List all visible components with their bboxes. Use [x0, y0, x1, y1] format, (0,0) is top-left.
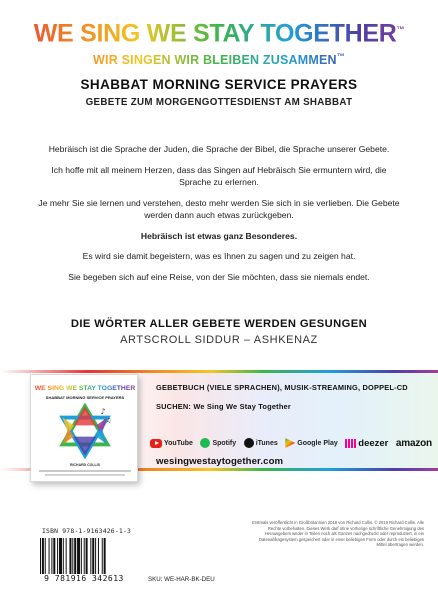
youtube-icon	[150, 439, 162, 448]
barcode-bar	[40, 538, 41, 574]
barcode-bar	[57, 538, 58, 574]
svg-text:♪: ♪	[100, 407, 106, 417]
barcode-bar	[81, 538, 82, 574]
service-deezer: deezer	[345, 438, 388, 449]
paragraph: Je mehr Sie sie lernen und verstehen, desto mehr werden Sie sich in sie verlieben. Die Gebete werden dann auch etwas zurückgeben.	[38, 197, 400, 220]
star-of-david-icon	[57, 403, 113, 459]
cd-cover-author: RICHARD COLLIS	[70, 463, 100, 467]
barcode-bar	[49, 538, 50, 574]
barcode-bar	[86, 538, 88, 574]
barcode-bar	[72, 538, 73, 574]
barcode-bar	[74, 538, 76, 574]
service-google-play: Google Play	[285, 438, 337, 448]
paragraph: Es wird sie damit begeistern, was es Ihnen zu sagen und zu zeigen hat.	[82, 251, 356, 261]
itunes-icon	[244, 438, 254, 448]
barcode-bar	[66, 538, 67, 574]
product-info	[156, 383, 426, 411]
barcode-bar	[90, 538, 91, 574]
words-section	[0, 318, 438, 346]
svg-text:♫: ♫	[106, 418, 112, 425]
isbn-label: ISBN 978-1-9163426-1-3	[42, 527, 132, 535]
barcode-bar	[53, 538, 55, 574]
trademark-symbol-de: ™	[336, 52, 345, 62]
legal-notice: Erstmals veröffentlicht in Großbritannien 2019 von Richard Collis. © 2019 Richard Collis. Alle Rechte vorbehalten. Dieses Werk darf ohne vorherige schriftliche Genehmigung des Herausgebers weder in Teilen noch als Ganzes nachgedruckt oder reproduziert, in ein Datenabfragesystem gespeichert oder in einer beliebigen Form oder durch ein beliebiges Mittel übertragen werden.	[252, 520, 424, 548]
barcode-bar	[104, 538, 106, 574]
brand-title-en: WE SING WE STAY TOGETHER™	[0, 16, 438, 47]
barcode-bar	[59, 538, 62, 574]
barcode-bar	[98, 538, 99, 574]
service-heading	[0, 77, 438, 108]
barcode-bar	[102, 538, 103, 574]
barcode-bar	[92, 538, 94, 574]
heading-en: SHABBAT MORNING SERVICE PRAYERS	[80, 77, 358, 92]
streaming-services	[150, 433, 432, 453]
brand-title-de: WIR SINGEN WIR BLEIBEN ZUSAMMEN™	[0, 49, 438, 68]
words-title: DIE WÖRTER ALLER GEBETE WERDEN GESUNGEN	[70, 318, 368, 330]
brand-header	[0, 16, 438, 68]
spotify-icon	[200, 438, 210, 448]
barcode-number: 9 781916 342613	[44, 574, 124, 583]
service-spotify: Spotify	[200, 438, 236, 448]
paragraph: Hebräisch ist die Sprache der Juden, die Sprache der Bibel, die Sprache unserer Gebete.	[48, 144, 390, 154]
barcode-bar	[45, 538, 46, 574]
words-subtitle: ARTSCROLL SIDDUR – ASHKENAZ	[120, 334, 318, 346]
formats-line: GEBETBUCH (VIELE SPRACHEN), MUSIK-STREAMING, DOPPEL-CD	[156, 383, 408, 392]
sku-label: SKU: WE-HAR-BK-DEU	[148, 576, 215, 583]
paragraph-emphasis: Hebräisch ist etwas ganz Besonderes.	[140, 230, 298, 241]
barcode-image	[40, 538, 126, 574]
cd-cover-title: WE SING WE STAY TOGETHER	[31, 385, 139, 392]
service-itunes: iTunes	[244, 438, 278, 448]
search-line: SUCHEN: We Sing We Stay Together	[156, 402, 291, 411]
barcode-bar	[63, 538, 64, 574]
barcode-bar	[51, 538, 52, 574]
paragraph: Ich hoffe mit all meinem Herzen, dass das Singen auf Hebräisch Sie ermuntern wird, die Sprache zu erlernen.	[51, 164, 387, 187]
cd-cover-fine-print	[39, 470, 131, 472]
service-youtube: YouTube	[150, 439, 193, 448]
barcode-bar	[95, 538, 96, 574]
barcode-bar	[69, 538, 71, 574]
deezer-icon	[345, 439, 356, 448]
barcode-bar	[42, 538, 44, 574]
barcode-bar	[84, 538, 85, 574]
body-copy	[36, 143, 402, 291]
rainbow-band-top-line	[0, 370, 438, 373]
cd-cover-fine-print	[45, 474, 125, 476]
paragraph: Sie begeben sich auf eine Reise, von der Sie möchten, dass sie niemals endet.	[68, 271, 370, 282]
google-play-icon	[285, 438, 295, 448]
heading-de: GEBETE ZUM MORGENGOTTESDIENST AM SHABBAT	[85, 97, 353, 108]
barcode-bar	[77, 538, 80, 574]
trademark-symbol: ™	[396, 25, 405, 34]
cd-cover-image	[30, 374, 138, 482]
website-url: wesingwestaytogether.com	[156, 456, 284, 467]
amazon-logo: amazon	[395, 437, 432, 449]
cd-cover-subtitle: SHABBAT MORNING SERVICE PRAYERS	[45, 395, 125, 400]
